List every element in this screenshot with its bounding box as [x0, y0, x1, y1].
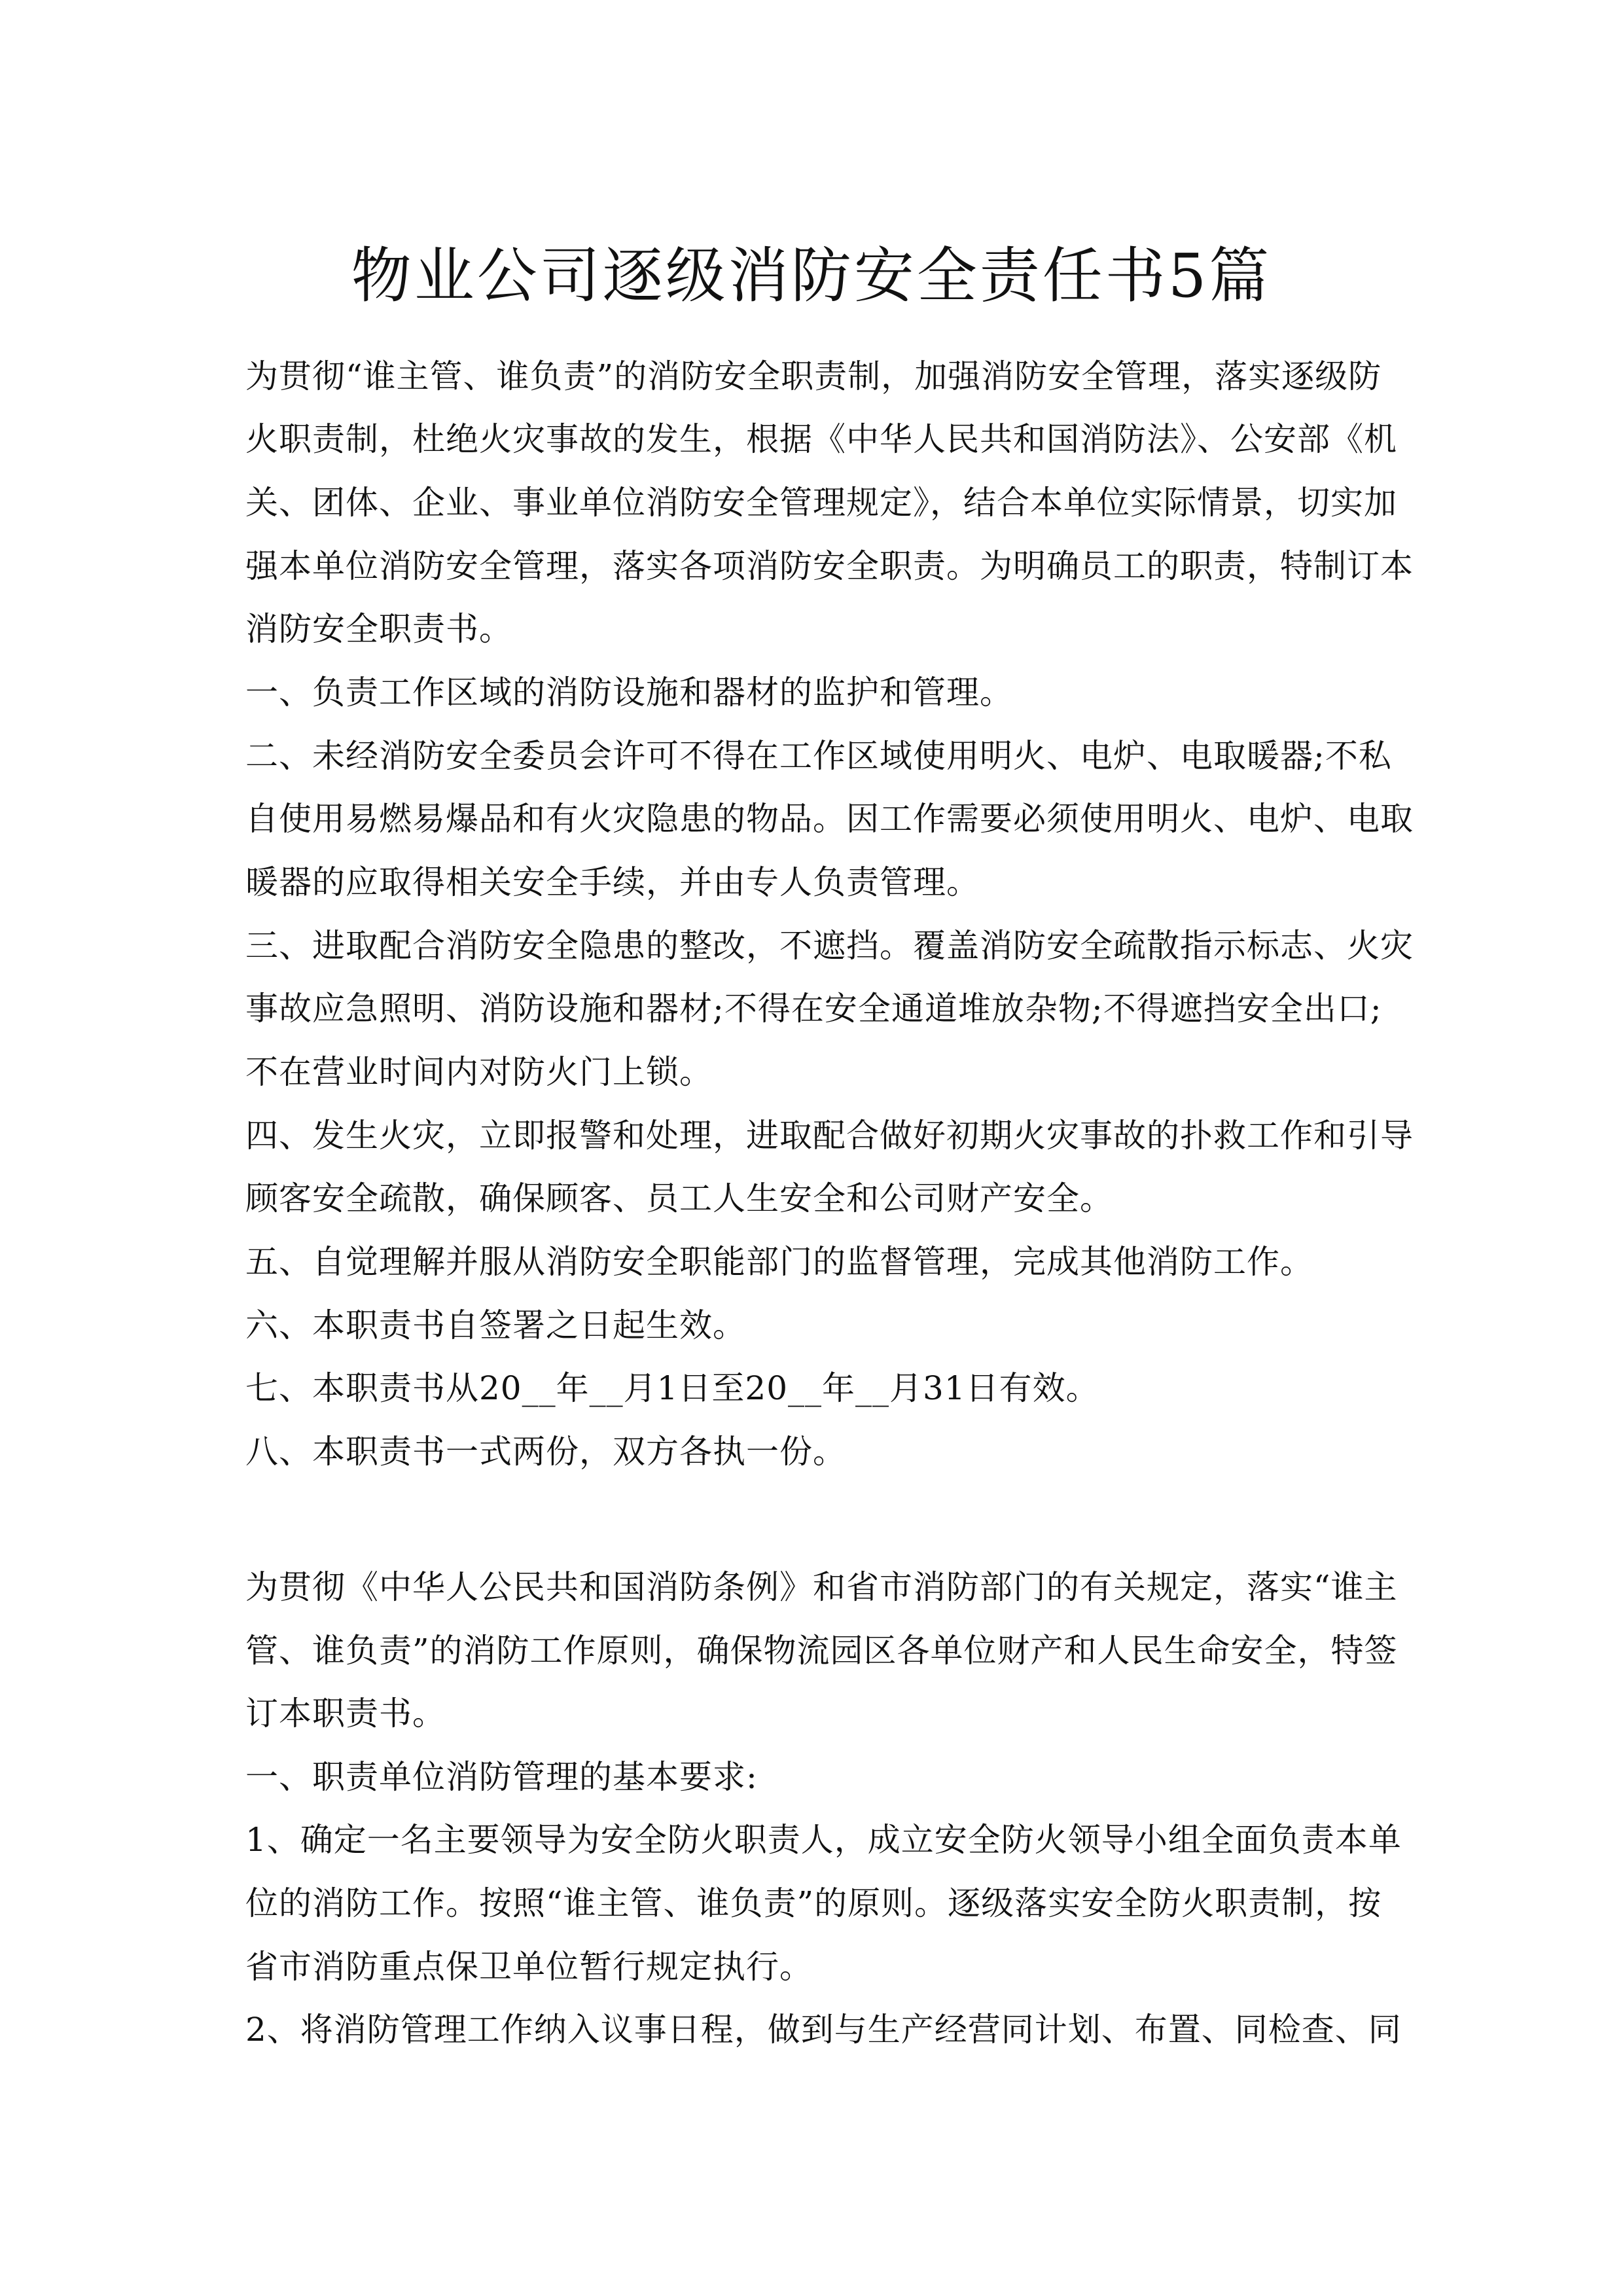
list-item: 事故应急照明、消防设施和器材;不得在安全通道堆放杂物;不得遮挡安全出口; [245, 990, 1382, 1028]
list-item: 八、本职责书一式两份，双方各执一份。 [245, 1433, 846, 1471]
paragraph-line: 订本职责书。 [245, 1695, 446, 1732]
list-item: 七、本职责书从20__年__月1日至20__年__月31日有效。 [245, 1369, 1099, 1407]
list-item: 暖器的应取得相关安全手续，并由专人负责管理。 [245, 863, 980, 901]
document-title: 物业公司逐级消防安全责任书5篇 [351, 240, 1272, 311]
list-item: 省市消防重点保卫单位暂行规定执行。 [245, 1948, 813, 1986]
list-item: 六、本职责书自签署之日起生效。 [245, 1306, 746, 1344]
list-item: 二、未经消防安全委员会许可不得在工作区域使用明火、电炉、电取暖器;不私 [245, 737, 1392, 775]
section-heading: 一、职责单位消防管理的基本要求: [245, 1758, 758, 1796]
list-item: 自使用易燃易爆品和有火灾隐患的物品。因工作需要必须使用明火、电炉、电取 [245, 800, 1414, 838]
list-item: 四、发生火灾，立即报警和处理，进取配合做好初期火灾事故的扑救工作和引导 [245, 1117, 1414, 1155]
list-item: 五、自觉理解并服从消防安全职能部门的监督管理，完成其他消防工作。 [245, 1243, 1313, 1281]
list-item: 一、负责工作区域的消防设施和器材的监护和管理。 [245, 673, 1013, 711]
list-item: 2、将消防管理工作纳入议事日程，做到与生产经营同计划、布置、同检查、同 [245, 2011, 1402, 2049]
paragraph-line: 消防安全职责书。 [245, 610, 512, 648]
paragraph-line: 火职责制，杜绝火灾事故的发生，根据《中华人民共和国消防法》、公安部《机 [245, 420, 1397, 458]
paragraph-line: 关、团体、企业、事业单位消防安全管理规定》，结合本单位实际情景，切实加 [245, 484, 1397, 522]
list-item: 位的消防工作。按照“谁主管、谁负责”的原则。逐级落实安全防火职责制，按 [245, 1884, 1382, 1922]
paragraph-line: 为贯彻《中华人公民共和国消防条例》和省市消防部门的有关规定，落实“谁主 [245, 1568, 1398, 1606]
list-item: 三、进取配合消防安全隐患的整改，不遮挡。覆盖消防安全疏散指示标志、火灾 [245, 927, 1414, 965]
paragraph-line: 强本单位消防安全管理，落实各项消防安全职责。为明确员工的职责，特制订本 [245, 547, 1414, 585]
paragraph-line: 管、谁负责”的消防工作原则，确保物流园区各单位财产和人民生命安全，特签 [245, 1632, 1398, 1670]
paragraph-line: 为贯彻“谁主管、谁负责”的消防安全职责制，加强消防安全管理，落实逐级防 [245, 357, 1382, 395]
list-item: 1、确定一名主要领导为安全防火职责人，成立安全防火领导小组全面负责本单 [245, 1821, 1402, 1859]
list-item: 顾客安全疏散，确保顾客、员工人生安全和公司财产安全。 [245, 1179, 1113, 1217]
list-item: 不在营业时间内对防火门上锁。 [245, 1053, 713, 1091]
